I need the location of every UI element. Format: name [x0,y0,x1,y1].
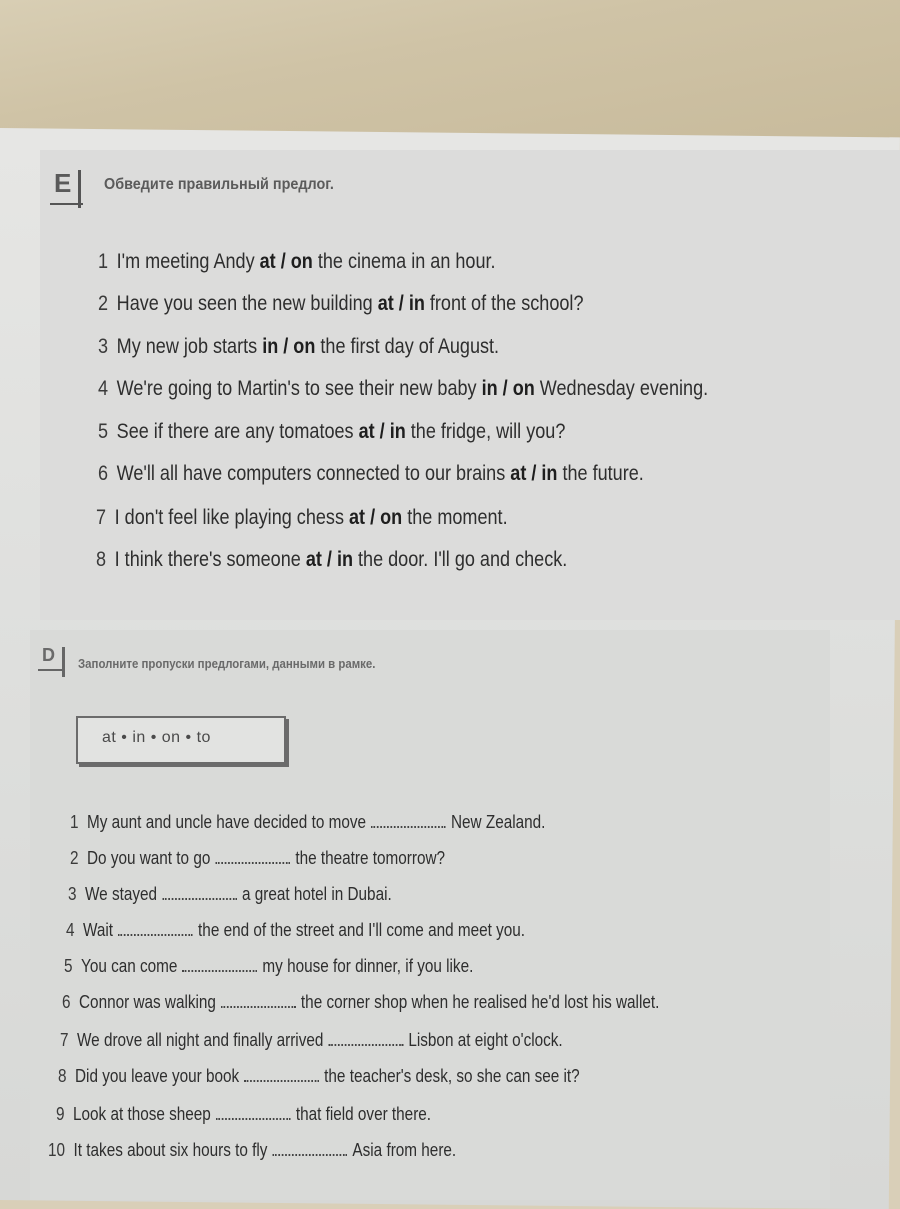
preposition-choice: at / on [349,506,403,529]
word-box-options: at • in • on • to [102,729,211,746]
exercise-e-item: 4 We're going to Martin's to see their new baby in / on Wednesday evening. [98,377,709,400]
preposition-choice: at / in [358,420,406,443]
section-d-marker [62,647,65,677]
exercise-d-item: 8 Did you leave your book the teacher's desk, so she can see it? [58,1066,580,1086]
answer-blank[interactable] [216,1116,291,1120]
exercise-e-item: 8 I think there's someone at / in the door. I'll go and check. [96,548,568,571]
exercise-e-item: 5 See if there are any tomatoes at / in the fridge, will you? [98,420,566,443]
exercise-d-item: 9 Look at those sheep that field over there. [56,1104,432,1124]
answer-blank[interactable] [183,968,258,972]
exercise-d-item: 6 Connor was walking the corner shop when he realised he'd lost his wallet. [62,992,660,1012]
answer-blank[interactable] [273,1152,348,1156]
preposition-choice: in / on [481,377,535,400]
answer-blank[interactable] [118,932,193,936]
answer-blank[interactable] [328,1042,403,1046]
exercise-e-item: 7 I don't feel like playing chess at / on the moment. [96,506,508,529]
answer-blank[interactable] [221,1004,296,1008]
exercise-d-item: 4 Wait the end of the street and I'll come and meet you. [66,920,526,940]
section-d-instruction: Заполните пропуски предлогами, данными в рамке. [78,656,376,671]
answer-blank[interactable] [244,1078,319,1082]
answer-blank[interactable] [215,860,290,864]
preposition-choice: at / in [510,462,558,485]
word-box [76,716,286,764]
section-e-marker [78,170,81,208]
preposition-choice: at / on [259,250,313,273]
exercise-e-item: 6 We'll all have computers connected to our brains at / in the future. [98,462,644,485]
preposition-choice: at / in [305,548,353,571]
exercise-d-item: 5 You can come my house for dinner, if you like. [64,956,474,976]
section-e-letter: E [50,168,83,205]
section-d-letter: D [38,645,63,671]
preposition-choice: at / in [377,292,425,315]
exercise-d-item: 3 We stayed a great hotel in Dubai. [68,884,392,904]
exercise-d-item: 2 Do you want to go the theatre tomorrow? [70,848,446,868]
exercise-d-item: 10 It takes about six hours to fly Asia from here. [48,1140,457,1160]
exercise-d-item: 7 We drove all night and finally arrived Lisbon at eight o'clock. [60,1030,563,1050]
table-surface [0,0,900,140]
exercise-d-item: 1 My aunt and uncle have decided to move New Zealand. [70,812,546,832]
answer-blank[interactable] [371,824,446,828]
preposition-choice: in / on [262,335,316,358]
exercise-e-item: 1 I'm meeting Andy at / on the cinema in an hour. [98,250,496,273]
exercise-e-item: 2 Have you seen the new building at / in front of the school? [98,292,584,315]
exercise-e-item: 3 My new job starts in / on the first day of August. [98,335,500,358]
section-e-instruction: Обведите правильный предлог. [104,176,334,193]
answer-blank[interactable] [162,896,237,900]
